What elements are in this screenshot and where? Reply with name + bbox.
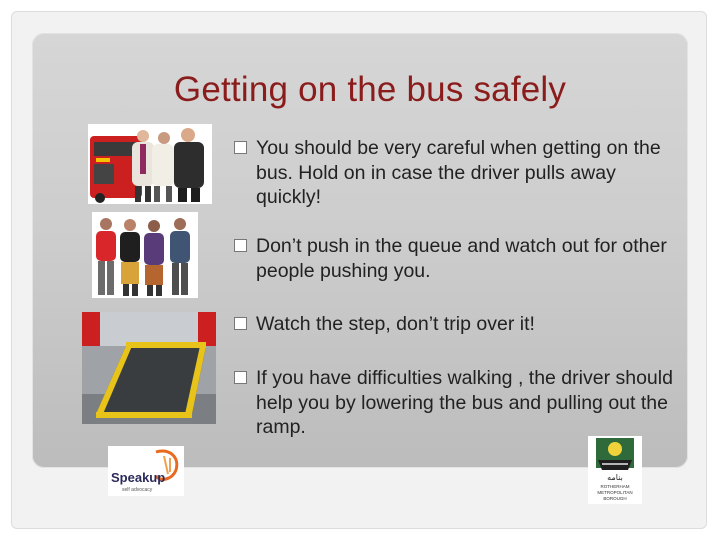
bullet-item — [234, 312, 674, 337]
svg-text:Speakup: Speakup — [111, 470, 166, 485]
svg-text:METROPOLITAN: METROPOLITAN — [597, 490, 633, 495]
bullet-item — [234, 234, 674, 283]
checkbox-bullet-icon — [234, 141, 247, 154]
photo-people-boarding-bus — [88, 124, 212, 204]
svg-text:self advocacy: self advocacy — [122, 487, 153, 493]
bullet-text: If you have difficulties walking , the driver should help you by lowering the bus and pulling out the ramp. — [256, 367, 673, 438]
svg-text:ﺑﻨﺎﻣﻪ: ﺑﻨﺎﻣﻪ — [607, 473, 623, 482]
checkbox-bullet-icon — [234, 239, 247, 252]
bullet-text: You should be very careful when getting on the bus. Hold on in case the driver pulls away quickly! — [256, 137, 661, 208]
bullet-text: Watch the step, don’t trip over it! — [256, 313, 535, 335]
council-crest-logo — [588, 436, 642, 504]
photo-bus-ramp — [82, 312, 216, 424]
bullet-item — [234, 136, 674, 210]
slide-title: Getting on the bus safely — [173, 70, 567, 109]
bullet-text: Don’t push in the queue and watch out for other people pushing you. — [256, 235, 667, 282]
svg-text:ROTHERHAM: ROTHERHAM — [600, 484, 630, 489]
photo-people-queueing — [92, 212, 198, 298]
checkbox-bullet-icon — [234, 371, 247, 384]
speakup-logo — [108, 446, 184, 496]
checkbox-bullet-icon — [234, 317, 247, 330]
svg-text:BOROUGH: BOROUGH — [603, 496, 627, 501]
bullet-item — [234, 366, 674, 440]
